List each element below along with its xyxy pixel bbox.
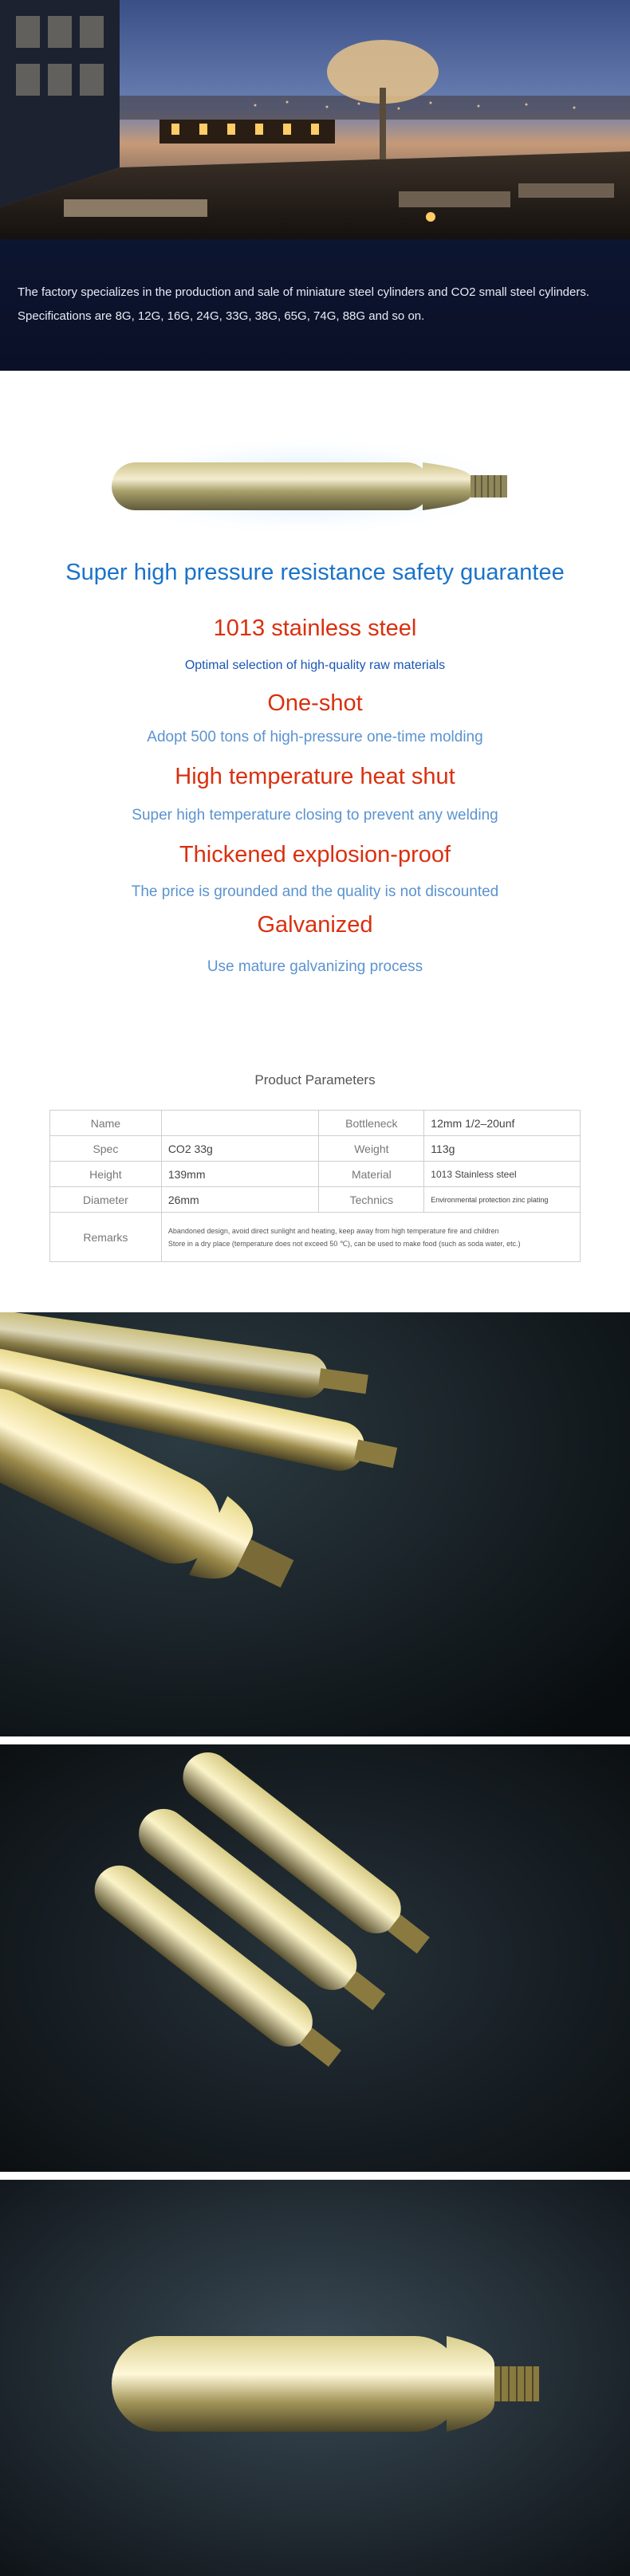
product-photo-1 (0, 1312, 630, 1736)
feature-sub-explosionproof: The price is grounded and the quality is not discounted (131, 883, 499, 900)
param-label: Technics (319, 1187, 424, 1213)
product-photo-3 (0, 2180, 630, 2576)
feature-title-explosionproof: Thickened explosion-proof (179, 842, 451, 867)
param-label: Material (319, 1162, 424, 1187)
table-row (50, 1187, 581, 1213)
param-label: Height (50, 1162, 162, 1187)
feature-title-oneshot: One-shot (267, 690, 363, 716)
table-row (50, 1111, 581, 1136)
company-intro (18, 281, 624, 328)
param-label: Remarks (50, 1213, 162, 1262)
cylinders-closeup-image (0, 1312, 630, 1736)
param-label: Spec (50, 1136, 162, 1162)
table-row (50, 1162, 581, 1187)
three-cylinders-image (0, 1744, 630, 2172)
param-value: 26mm (161, 1187, 319, 1213)
intro-line-2: Specifications are 8G, 12G, 16G, 24G, 33G, 38G, 65G, 74G, 88G and so on. (18, 309, 425, 323)
param-value: 12mm 1/2–20unf (424, 1111, 581, 1136)
param-label: Weight (319, 1136, 424, 1162)
param-value: Environmental protection zinc plating (424, 1187, 581, 1213)
feature-title-galvanized: Galvanized (257, 912, 373, 938)
param-label: Diameter (50, 1187, 162, 1213)
param-value: 139mm (161, 1162, 319, 1187)
table-row (50, 1213, 581, 1262)
feature-headline: Super high pressure resistance safety guarantee (65, 560, 565, 585)
param-label: Bottleneck (319, 1111, 424, 1136)
remarks-value (161, 1213, 580, 1262)
product-photo-2 (0, 1744, 630, 2172)
param-value (161, 1111, 319, 1136)
param-value: 113g (424, 1136, 581, 1162)
cylinder-product-image (96, 431, 542, 542)
remarks-line-2: Store in a dry place (temperature does not exceed 50 ℃), can be used to make food (such as soda water, etc.) (167, 1239, 521, 1248)
feature-sub-oneshot: Adopt 500 tons of high-pressure one-time molding (147, 729, 483, 745)
table-row (50, 1136, 581, 1162)
param-value: 1013 Stainless steel (424, 1162, 581, 1187)
feature-sub-heatshut: Super high temperature closing to prevent any welding (132, 807, 498, 824)
hero-banner (0, 0, 630, 371)
remarks-line-1: Abandoned design, avoid direct sunlight and heating, keep away from high temperature fire and children (167, 1226, 499, 1235)
feature-sub-stainless: Optimal selection of high-quality raw materials (184, 659, 446, 672)
feature-sub-galvanized: Use mature galvanizing process (207, 958, 423, 975)
intro-line-1: The factory specializes in the production and sale of miniature steel cylinders and CO2 small steel cylinders. (18, 285, 590, 299)
rooftop-terrace-image (0, 0, 630, 239)
params-title: Product Parameters (254, 1072, 376, 1087)
single-cylinder-image (0, 2180, 630, 2576)
feature-title-heatshut: High temperature heat shut (175, 764, 455, 789)
param-value: CO2 33g (161, 1136, 319, 1162)
feature-title-stainless: 1013 stainless steel (213, 615, 417, 641)
param-label: Name (50, 1111, 162, 1136)
params-table (49, 1110, 581, 1262)
